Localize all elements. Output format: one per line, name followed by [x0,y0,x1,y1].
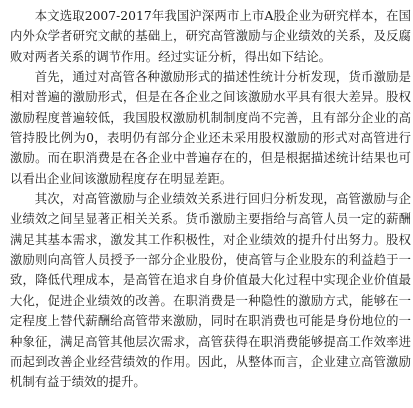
paragraph-conclusion-intro: 本文选取2007-2017年我国沪深两市上市A股企业为研究样本，在国内外众学者研究文献的基础上，研究高管激励与企业绩效的关系，及反腐败对两者关系的调节作用。经过实证分析，得出如下结论。 [10,9,411,64]
paragraph-descriptive-statistics: 首先，通过对高管各种激励形式的描述性统计分析发现，货币激励是相对普遍的激励形式，但是在各企业之间该激励水平具有很大差异。股权激励程度普遍较低，我国股权激励机制制度尚不完善，且有部分企业的高管持股比例为0，表明仍有部分企业还未采用股权激励的形式对高管进行激励。而在职消费是在各企业中普遍存在的，但是根据描述统计结果也可以看出企业间该激励程度存在明显差距。 [10,70,411,186]
paragraph-regression-analysis: 其次，对高管激励与企业绩效关系进行回归分析发现，高管激励与企业绩效之间呈显著正相关关系。货币激励主要指给与高管人员一定的薪酬满足其基本需求，激发其工作积极性，对企业绩效的提升付出努力。股权激励则向高管人员授予一部分企业股份，使高管与企业股东的利益趋于一致，降低代理成本，是高管在追求自身价值最大化过程中实现企业价值最大化，促进企业绩效的改善。在职消费是一种隐性的激励方式，能够在一定程度上替代薪酬给高管带来激励，同时在职消费也可能是身份地位的一种象征，满足高管其他层次需求，高管获得在职消费能够提高工作效率进而起到改善企业经营绩效的作用。因此，从整体而言，企业建立高管激励机制有益于绩效的提升。 [10,192,411,390]
